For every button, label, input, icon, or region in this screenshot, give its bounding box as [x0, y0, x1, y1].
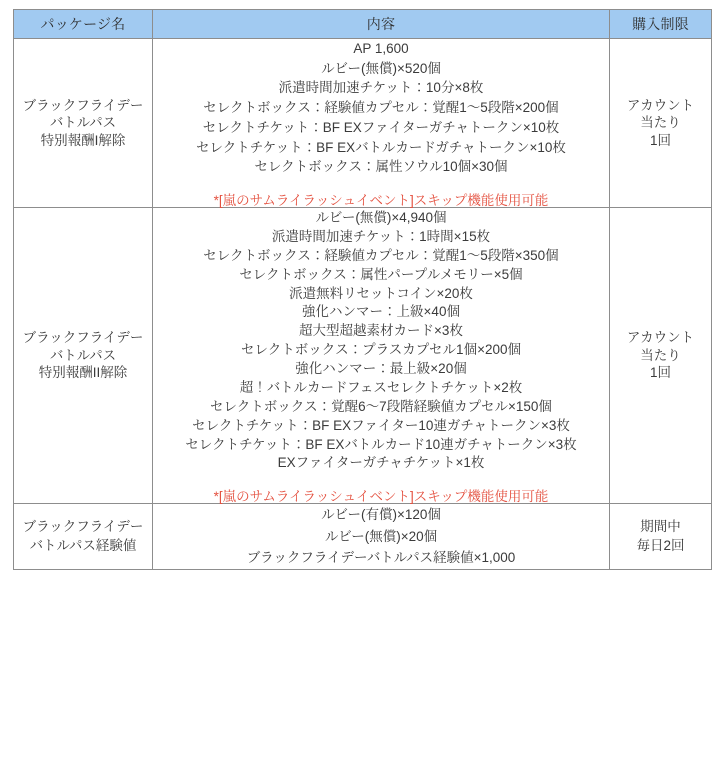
package-name-line: バトルパス経験値 — [29, 538, 137, 554]
content-line: 超！バトルカードフェスセレクトチケット×2枚 — [239, 379, 523, 395]
content-line: セレクトチケット：BF EXバトルカード10連ガチャトークン×3枚 — [185, 436, 577, 452]
table-row — [14, 504, 712, 570]
content-line: セレクトボックス：経験値カプセル：覚醒1〜5段階×200個 — [203, 100, 559, 116]
purchase-limit-line: 当たり — [640, 115, 681, 131]
cell-package-name — [14, 39, 153, 208]
purchase-limit-line: アカウント — [626, 330, 695, 346]
cell-contents — [153, 208, 610, 504]
purchase-limit-line: 1回 — [649, 132, 671, 148]
package-name-line: 特別報酬II解除 — [38, 365, 128, 381]
content-line: EXファイターガチャチケット×1枚 — [277, 455, 485, 471]
package-contents-table — [13, 9, 712, 570]
purchase-limit-line: 期間中 — [640, 518, 681, 534]
package-name-line: 特別報酬I解除 — [40, 132, 126, 148]
content-line: セレクトボックス：プラスカプセル1個×200個 — [241, 342, 521, 358]
content-line: セレクトボックス：経験値カプセル：覚醒1〜5段階×350個 — [203, 247, 559, 263]
content-line: セレクトチケット：BF EXファイター10連ガチャトークン×3枚 — [192, 417, 570, 433]
purchase-limit-line: 1回 — [649, 365, 671, 381]
table-body — [14, 39, 712, 570]
table-header — [14, 10, 712, 39]
column-header-purchase-limit: 購入制限 — [610, 10, 712, 39]
cell-package-name — [14, 208, 153, 504]
cell-purchase-limit — [610, 39, 712, 208]
package-name-line: ブラックフライデー — [22, 330, 144, 346]
content-line: 派遣無料リセットコイン×20枚 — [289, 285, 473, 301]
content-line: セレクトボックス：覚醒6〜7段階経験値カプセル×150個 — [210, 398, 552, 414]
content-line: セレクトボックス：属性ソウル10個×30個 — [254, 159, 508, 175]
content-line: ブラックフライデーバトルパス経験値×1,000 — [246, 550, 516, 566]
cell-package-name — [14, 504, 153, 570]
content-spacer — [153, 473, 609, 490]
cell-purchase-limit — [610, 504, 712, 570]
content-note: *[嵐のサムライラッシュイベント]スキップ機能使用可能 — [213, 192, 549, 208]
cell-purchase-limit — [610, 208, 712, 504]
content-line: ルビー(無償)×4,940個 — [315, 210, 447, 225]
table-row — [14, 208, 712, 504]
content-line: 強化ハンマー：上級×40個 — [302, 304, 460, 320]
purchase-limit-line: 毎日2回 — [636, 538, 685, 554]
package-name-line: バトルパス — [49, 115, 117, 131]
content-line: 超大型超越素材カード×3枚 — [299, 323, 463, 339]
content-line: 派遣時間加速チケット：10分×8枚 — [278, 80, 484, 96]
table-row — [14, 39, 712, 208]
content-line: セレクトボックス：属性パープルメモリー×5個 — [239, 266, 523, 282]
content-note: *[嵐のサムライラッシュイベント]スキップ機能使用可能 — [213, 488, 549, 504]
cell-contents — [153, 504, 610, 570]
purchase-limit-line: アカウント — [626, 97, 695, 113]
content-spacer — [153, 177, 609, 194]
column-header-package-name: パッケージ名 — [14, 10, 153, 39]
package-name-line: ブラックフライデー — [22, 518, 144, 534]
table-header-row — [14, 10, 712, 39]
content-line: ルビー(無償)×520個 — [321, 60, 441, 76]
column-header-contents: 内容 — [153, 10, 610, 39]
content-line: 派遣時間加速チケット：1時間×15枚 — [271, 228, 491, 244]
cell-contents — [153, 39, 610, 208]
content-line: 強化ハンマー：最上級×20個 — [295, 361, 467, 376]
content-line: AP 1,600 — [353, 41, 409, 57]
package-name-line: ブラックフライデー — [22, 97, 144, 113]
content-line: ルビー(無償)×20個 — [324, 528, 438, 544]
content-line: セレクトチケット：BF EXバトルカードガチャトークン×10枚 — [196, 139, 566, 155]
content-line: ルビー(有償)×120個 — [321, 507, 441, 523]
content-line: セレクトチケット：BF EXファイターガチャトークン×10枚 — [202, 119, 560, 135]
purchase-limit-line: 当たり — [640, 347, 681, 363]
package-name-line: バトルパス — [49, 347, 117, 363]
